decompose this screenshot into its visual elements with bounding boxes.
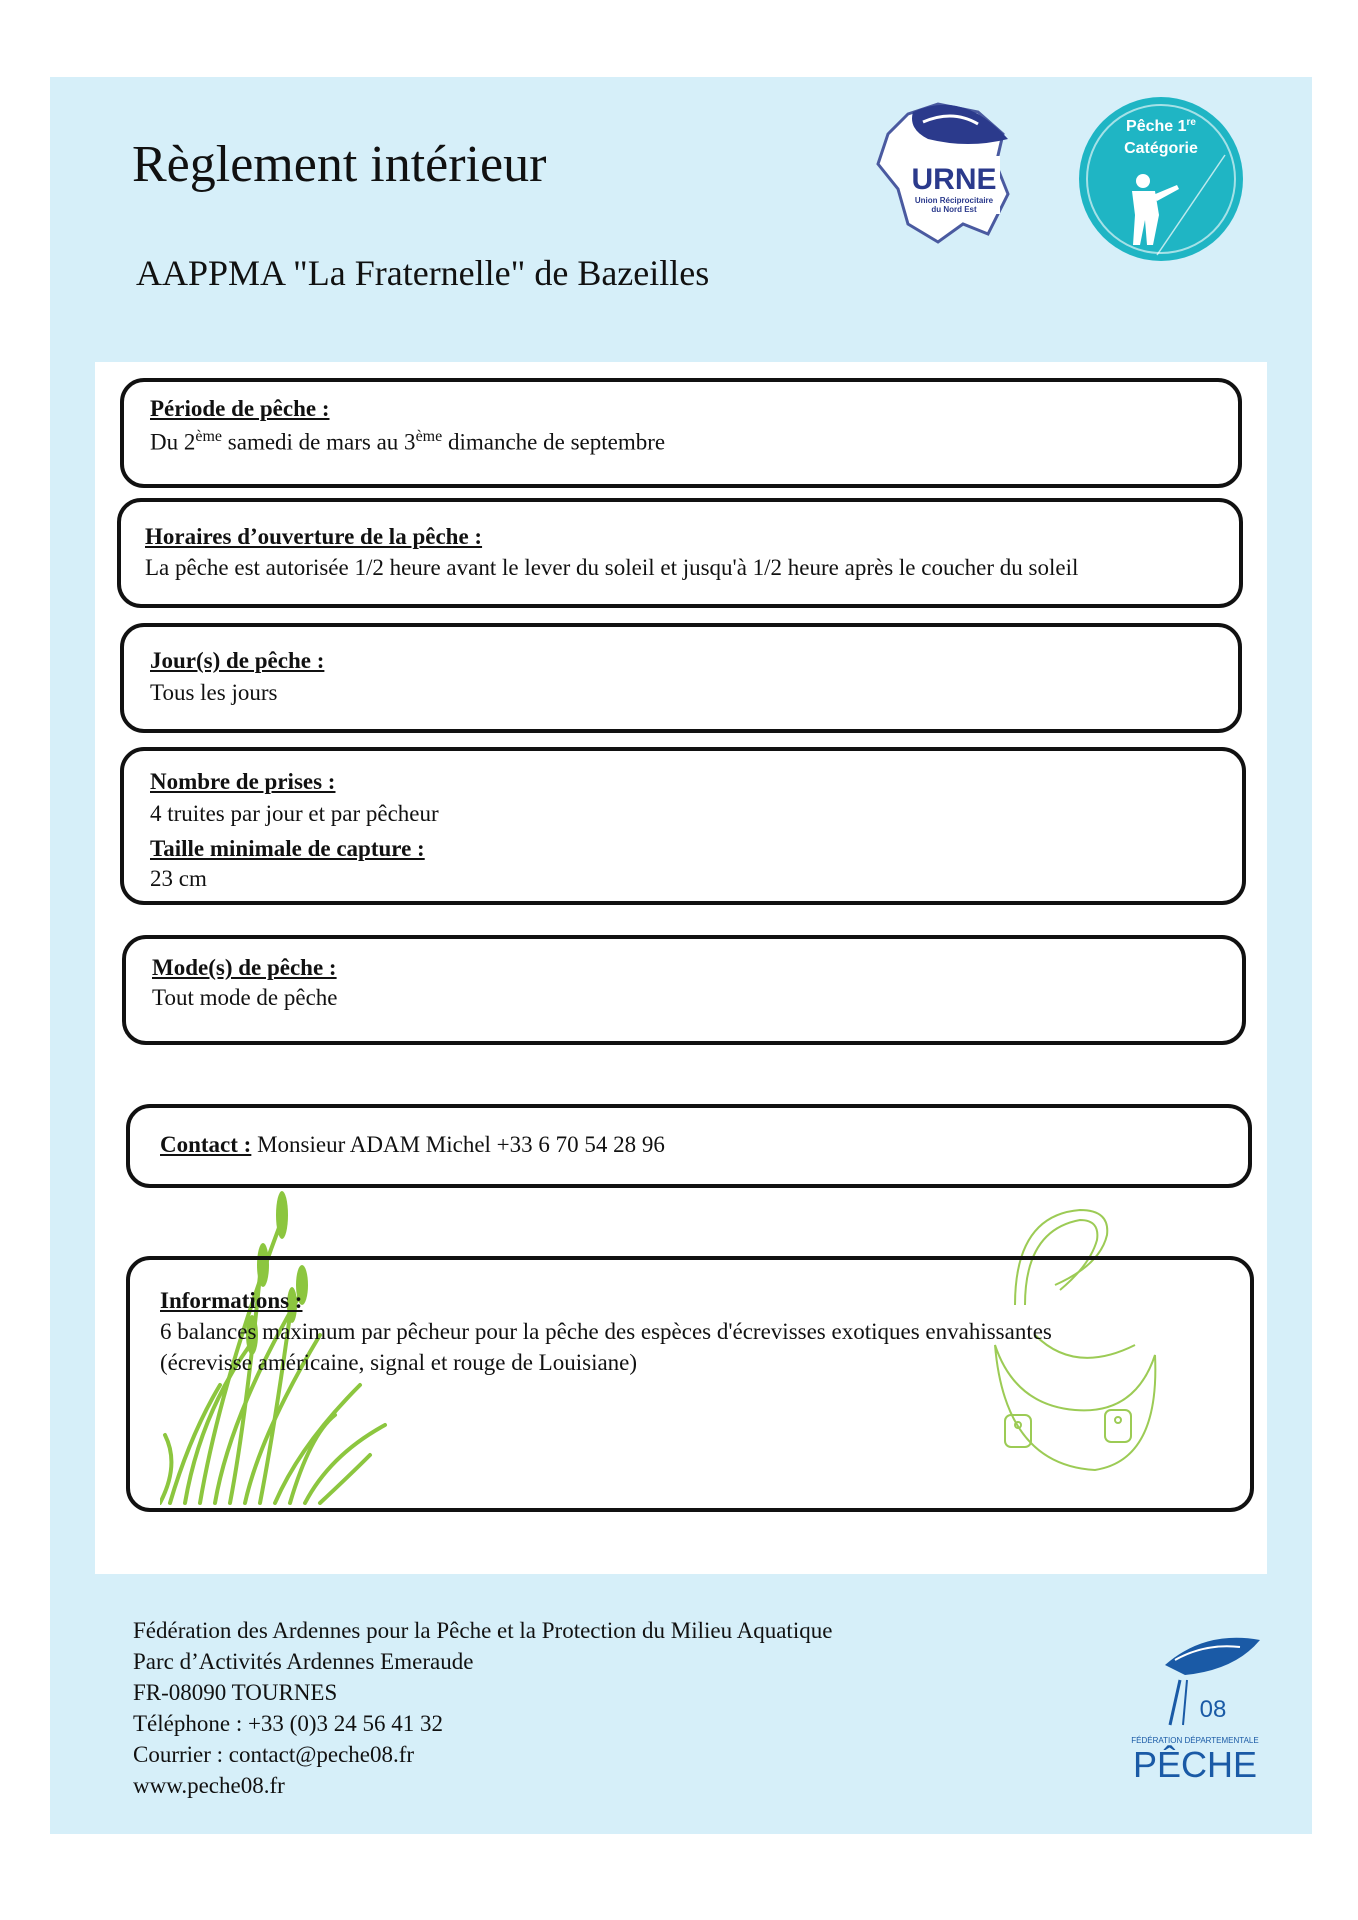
informations-line2: (écrevisse américaine, signal et rouge de Louisiane) — [160, 1350, 638, 1375]
jours-text: Tous les jours — [150, 680, 278, 705]
section-contact — [126, 1104, 1252, 1188]
federation-logo — [1125, 1625, 1265, 1795]
taille-text: 23 cm — [150, 866, 207, 891]
informations-label: Informations : — [160, 1288, 303, 1313]
contact-label: Contact : — [160, 1132, 252, 1157]
periode-sup-1: ème — [195, 428, 223, 445]
contact-text: Monsieur ADAM Michel +33 6 70 54 28 96 — [251, 1132, 665, 1157]
section-prises — [120, 747, 1246, 905]
badge-line1: Pêche 1 — [1126, 118, 1187, 135]
section-periode — [120, 378, 1242, 488]
urne-caption-2: du Nord Est — [931, 205, 977, 214]
urne-logo-name: URNE — [911, 163, 997, 196]
footer-line-6: www.peche08.fr — [133, 1773, 285, 1798]
federation-small-text: FÉDÉRATION DÉPARTEMENTALE — [1131, 1736, 1259, 1745]
badge-line2: Catégorie — [1124, 140, 1198, 157]
informations-line1: 6 balances maximum par pêcheur pour la pêche des espèces d'écrevisses exotiques envahissantes — [160, 1319, 1052, 1344]
urne-caption-1: Union Réciprocitaire — [914, 196, 994, 205]
urne-logo — [868, 94, 1018, 254]
taille-label: Taille minimale de capture : — [150, 836, 425, 861]
periode-label: Période de pêche : — [150, 396, 330, 421]
periode-sup-2: ème — [415, 428, 443, 445]
footer-line-5: Courrier : contact@peche08.fr — [133, 1742, 415, 1767]
footer-address — [133, 1615, 832, 1801]
periode-text-3: dimanche de septembre — [442, 429, 666, 455]
federation-word: PÊCHE — [1132, 1744, 1258, 1785]
footer-line-1: Fédération des Ardennes pour la Pêche et la Protection du Milieu Aquatique — [133, 1618, 833, 1643]
page-subtitle: AAPPMA "La Fraternelle" de Bazeilles — [136, 253, 710, 293]
category-badge — [1077, 95, 1245, 263]
prises-label: Nombre de prises : — [150, 769, 336, 794]
periode-text — [150, 428, 665, 456]
header — [50, 77, 1312, 362]
periode-text-1: Du 2 — [150, 429, 196, 455]
section-modes — [122, 935, 1246, 1045]
federation-number: 08 — [1199, 1696, 1227, 1723]
footer-line-2: Parc d’Activités Ardennes Emeraude — [133, 1649, 474, 1674]
section-jours — [120, 623, 1242, 733]
jours-label: Jour(s) de pêche : — [150, 648, 325, 673]
modes-text: Tout mode de pêche — [152, 985, 338, 1010]
modes-label: Mode(s) de pêche : — [152, 955, 337, 980]
section-horaires — [117, 498, 1243, 608]
horaires-text: La pêche est autorisée 1/2 heure avant le lever du soleil et jusqu'à 1/2 heure après le coucher du soleil — [145, 555, 1079, 580]
section-informations — [126, 1256, 1254, 1512]
horaires-label: Horaires d’ouverture de la pêche : — [145, 524, 483, 549]
footer-line-4: Téléphone : +33 (0)3 24 56 41 32 — [133, 1711, 443, 1736]
page-title: Règlement intérieur — [132, 136, 547, 193]
periode-text-2: samedi de mars au 3 — [222, 429, 416, 455]
prises-text: 4 truites par jour et par pêcheur — [150, 801, 439, 826]
footer-line-3: FR-08090 TOURNES — [133, 1680, 338, 1705]
contact-line — [160, 1132, 665, 1158]
svg-text:Pêche 1re — [1126, 117, 1196, 135]
badge-line1-sup: re — [1186, 117, 1196, 128]
